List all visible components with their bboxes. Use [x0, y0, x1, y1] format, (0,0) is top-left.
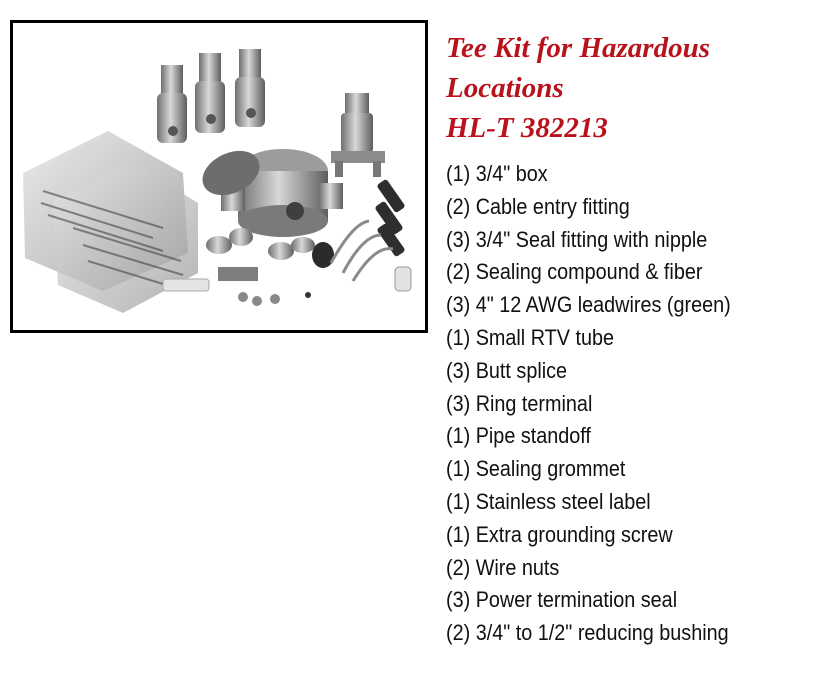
list-item: (1) Extra grounding screw [446, 521, 673, 547]
title-line-3: HL-T 382213 [446, 112, 608, 144]
list-item: (3) 3/4" Seal fitting with nipple [446, 226, 708, 252]
kit-photo-frame [10, 20, 428, 333]
list-item: (1) 3/4" box [446, 161, 548, 186]
rtv-tube [163, 279, 209, 291]
title-line-2: Locations [446, 72, 564, 104]
butt-splice [395, 267, 411, 291]
list-item: (3) Butt splice [446, 357, 568, 383]
parts-list [446, 158, 731, 650]
list-item: (2) Cable entry fitting [446, 193, 630, 219]
title-line-1: Tee Kit for Hazardous [446, 32, 710, 64]
list-item: (1) Small RTV tube [446, 324, 614, 350]
stainless-label [218, 267, 258, 281]
kit-components-photo [13, 23, 425, 330]
kit-title [446, 28, 816, 148]
list-item: (1) Sealing grommet [446, 456, 626, 482]
list-item: (2) 3/4" to 1/2" reducing bushing [446, 620, 729, 646]
list-item: (1) Pipe standoff [446, 423, 591, 449]
list-item: (3) 4" 12 AWG leadwires (green) [446, 292, 731, 318]
list-item: (2) Wire nuts [446, 554, 560, 580]
list-item: (1) Stainless steel label [446, 488, 651, 514]
list-item: (3) Ring terminal [446, 390, 593, 416]
list-item: (3) Power termination seal [446, 587, 678, 613]
list-item: (2) Sealing compound & fiber [446, 259, 703, 285]
